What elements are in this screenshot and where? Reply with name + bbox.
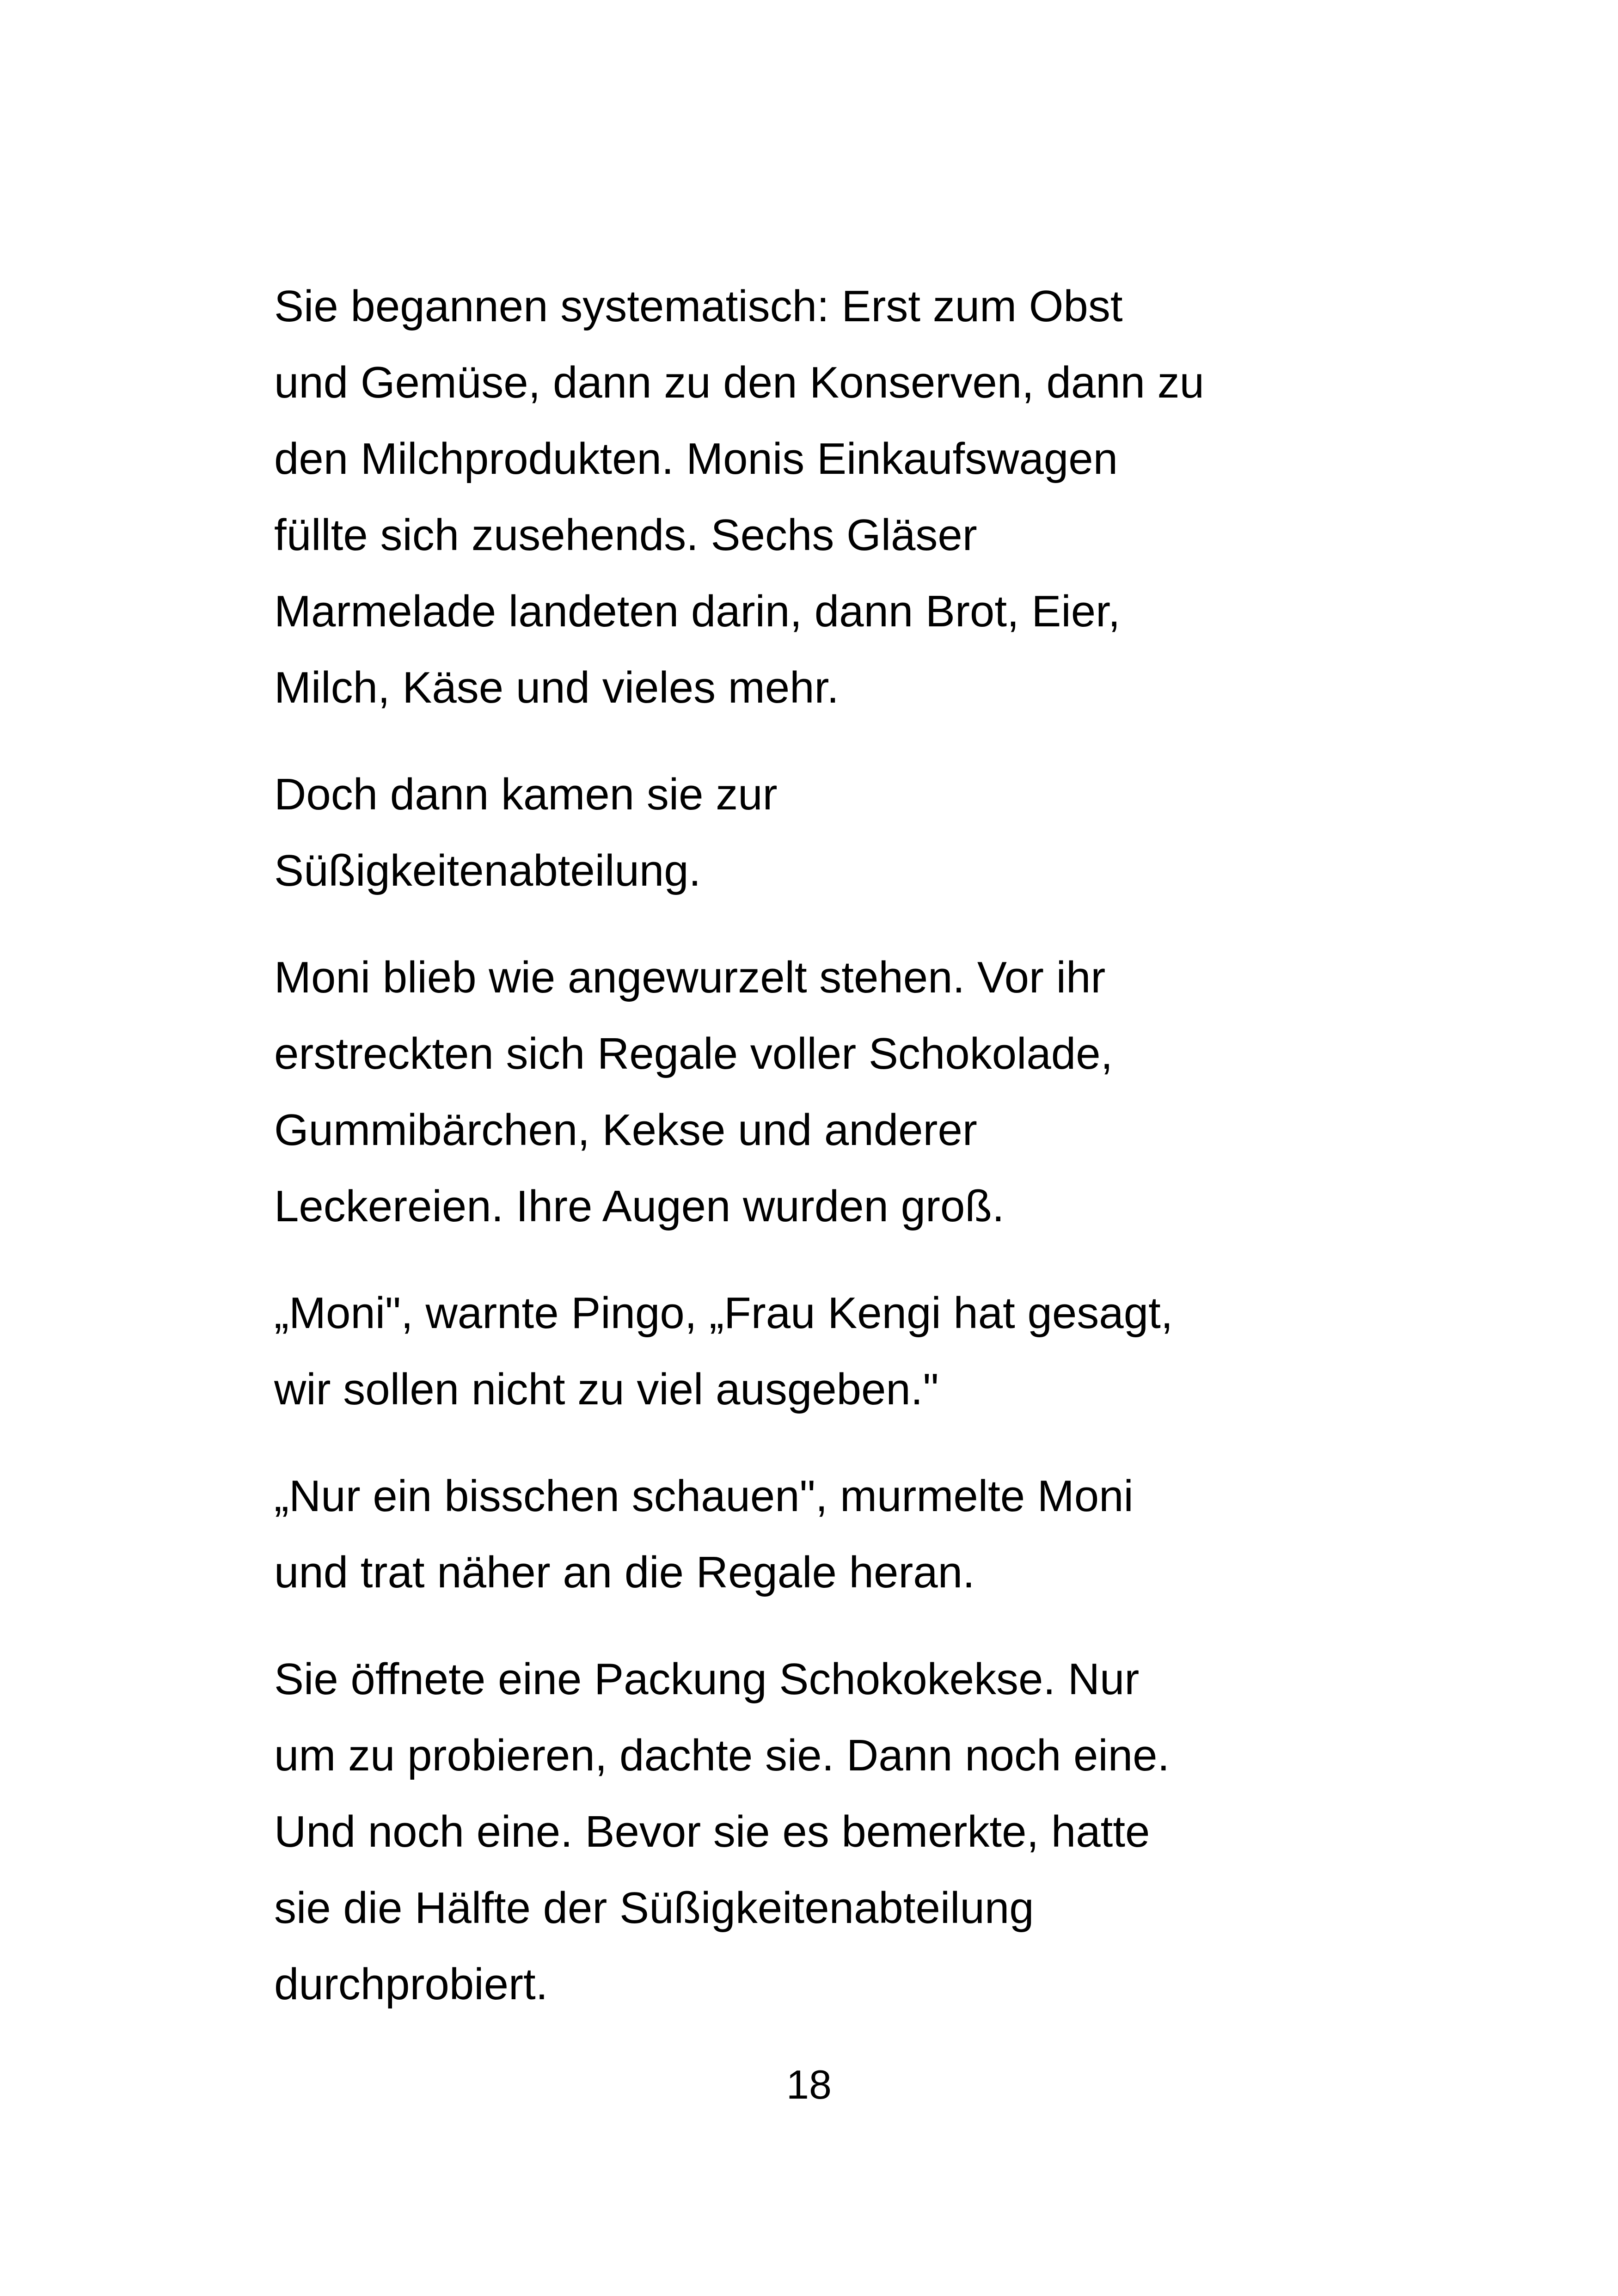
paragraph-pingo-warning: „Moni", warnte Pingo, „Frau Kengi hat gesagt, wir sollen nicht zu viel ausgeben."	[274, 1288, 1173, 1414]
paragraph-cookies: Sie öffnete eine Packung Schokokekse. Nur um zu probieren, dachte sie. Dann noch eine. Und noch eine. Bevor sie es bemerkte, hatte sie die Hälfte der Süßigkeitenabteilung durchprobiert.	[274, 1654, 1170, 2009]
paragraph-moni-reply: „Nur ein bisschen schauen", murmelte Moni und trat näher an die Regale heran.	[274, 1471, 1134, 1597]
paragraph-moni-stops: Moni blieb wie angewurzelt stehen. Vor ihr erstreckten sich Regale voller Schokolade, Gummibärchen, Kekse und anderer Leckereien. Ihre Augen wurden groß.	[274, 953, 1113, 1231]
story-text	[274, 268, 1384, 2053]
paragraph-sweets-section: Doch dann kamen sie zur Süßigkeitenabteilung.	[274, 770, 778, 895]
page-number: 18	[786, 2062, 832, 2107]
paragraph-shopping: Sie begannen systematisch: Erst zum Obst und Gemüse, dann zu den Konserven, dann zu den Milchprodukten. Monis Einkaufswagen füllte sich zusehends. Sechs Gläser Marmelade landeten darin, dann Brot, Eier, Milch, Käse und vieles mehr.	[274, 282, 1205, 712]
